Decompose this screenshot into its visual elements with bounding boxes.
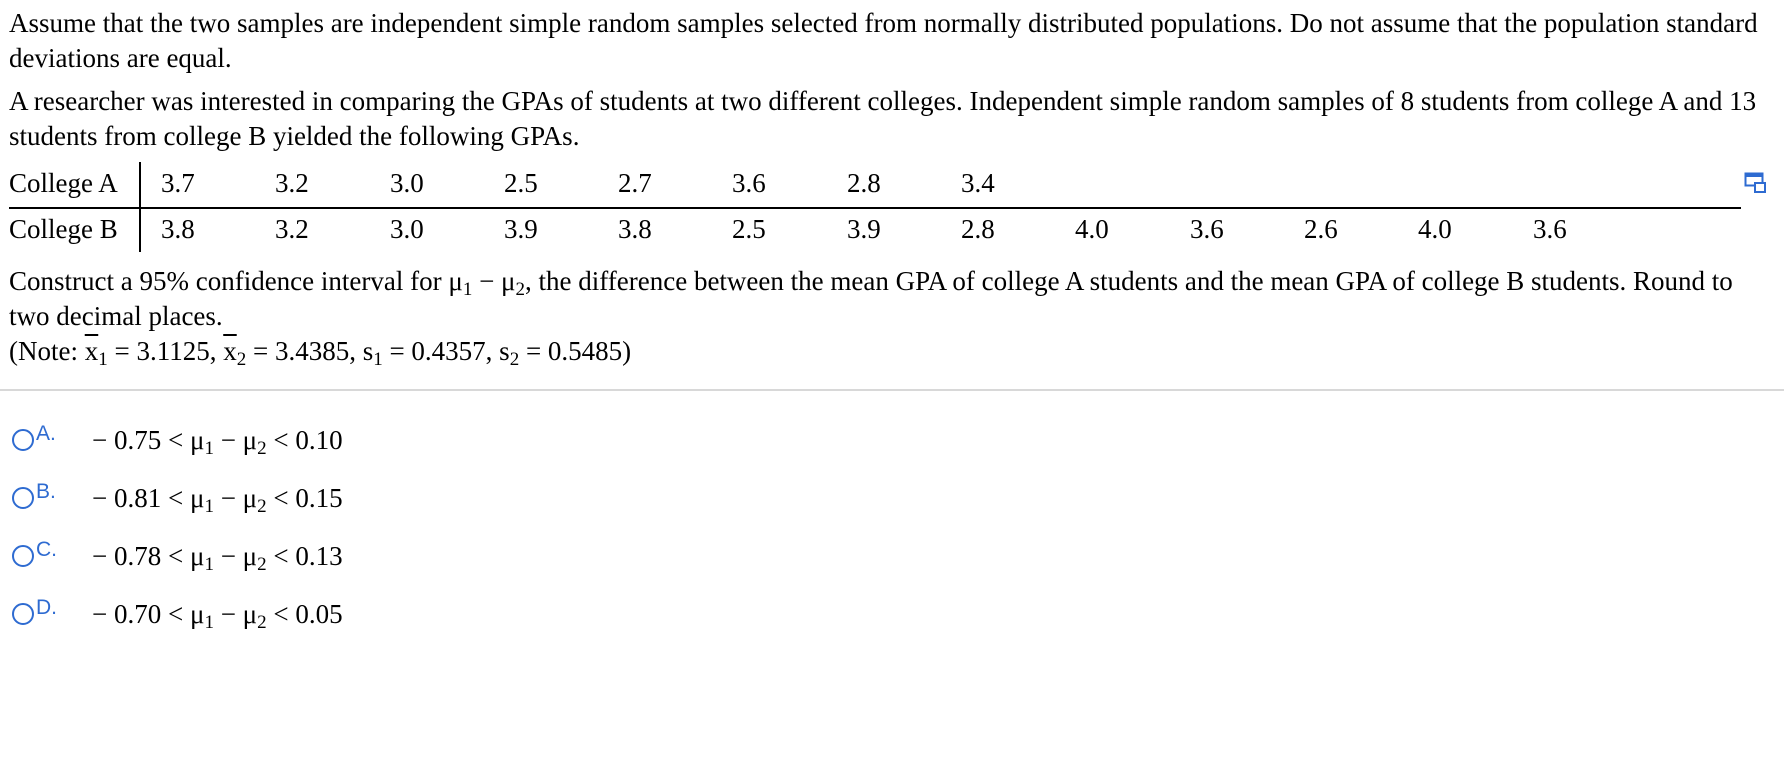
choice-letter: B. bbox=[36, 480, 56, 503]
subscript: 2 bbox=[257, 438, 267, 459]
table-cell: 2.6 bbox=[1304, 214, 1338, 244]
table-cell: 3.9 bbox=[504, 214, 538, 244]
radio-icon[interactable] bbox=[12, 487, 34, 509]
gpa-data-table bbox=[9, 162, 1769, 254]
choice-mid: − μ bbox=[213, 483, 258, 513]
choice-a[interactable] bbox=[12, 421, 812, 479]
table-cell: 2.7 bbox=[618, 168, 652, 198]
table-cell: 3.8 bbox=[618, 214, 652, 244]
subscript: 1 bbox=[204, 438, 214, 459]
table-cell: 2.5 bbox=[504, 168, 538, 198]
table-cell: 3.9 bbox=[847, 214, 881, 244]
xbar-symbol: $\overline{x}$ bbox=[223, 336, 237, 366]
radio-icon[interactable] bbox=[12, 545, 34, 567]
table-cell: 4.0 bbox=[1418, 214, 1452, 244]
choice-text bbox=[92, 421, 343, 459]
choice-lower: − 0.78 < μ bbox=[92, 541, 205, 571]
table-cell: 3.8 bbox=[161, 214, 195, 244]
table-cell: 3.4 bbox=[961, 168, 995, 198]
choice-b[interactable] bbox=[12, 479, 812, 537]
subscript: 2 bbox=[236, 349, 247, 370]
question-instruction bbox=[9, 264, 1769, 334]
choice-upper: < 0.13 bbox=[266, 541, 343, 571]
row-label-college-a: College A bbox=[9, 168, 118, 198]
subscript: 1 bbox=[462, 279, 473, 300]
note-x2-value: = 3.4385, s bbox=[246, 336, 374, 366]
choice-text bbox=[92, 595, 343, 633]
note-s2-value: = 0.5485) bbox=[519, 336, 632, 366]
question-scenario: A researcher was interested in comparing the GPAs of students at two different colleges. Independent simple random samples of 8 students from college A and 13 students from college B yielded the following GPAs. bbox=[9, 86, 1757, 151]
instruction-text-rest: , the difference between the mean GPA of college A students and the mean GPA of college B students. Round to two decimal places. bbox=[9, 266, 1733, 331]
choice-lower: − 0.75 < μ bbox=[92, 425, 205, 455]
table-cell: 3.0 bbox=[390, 214, 424, 244]
choice-text bbox=[92, 537, 343, 575]
answer-choices bbox=[12, 421, 812, 653]
instruction-minus: − μ bbox=[472, 266, 516, 296]
copy-icon[interactable] bbox=[1744, 172, 1768, 194]
subscript: 2 bbox=[509, 349, 520, 370]
subscript: 2 bbox=[257, 554, 267, 575]
table-cell: 3.2 bbox=[275, 168, 309, 198]
table-cell: 3.6 bbox=[1190, 214, 1224, 244]
table-row-college-b bbox=[9, 208, 1749, 252]
section-divider bbox=[0, 389, 1784, 391]
choice-lower: − 0.70 < μ bbox=[92, 599, 205, 629]
subscript: 1 bbox=[204, 554, 214, 575]
table-cell: 3.0 bbox=[390, 168, 424, 198]
subscript: 1 bbox=[373, 349, 383, 370]
question-note bbox=[9, 334, 1769, 369]
table-cell: 2.8 bbox=[847, 168, 881, 198]
table-cell: 3.6 bbox=[1533, 214, 1567, 244]
row-label-college-b: College B bbox=[9, 214, 118, 244]
subscript: 2 bbox=[257, 612, 267, 633]
table-cell: 3.7 bbox=[161, 168, 195, 198]
question-intro: Assume that the two samples are independent simple random samples selected from normally distributed populations. Do not assume that the population standard deviations are equal. bbox=[9, 8, 1758, 73]
table-cell: 3.6 bbox=[732, 168, 766, 198]
subscript: 1 bbox=[98, 349, 108, 370]
instruction-text: Construct a 95% confidence interval for μ bbox=[9, 266, 463, 296]
choice-letter: A. bbox=[36, 422, 56, 445]
table-cell: 3.2 bbox=[275, 214, 309, 244]
choice-lower: − 0.81 < μ bbox=[92, 483, 205, 513]
choice-d[interactable] bbox=[12, 595, 812, 653]
note-x1-value: = 3.1125, bbox=[107, 336, 224, 366]
note-s1-value: = 0.4357, s bbox=[382, 336, 510, 366]
choice-mid: − μ bbox=[213, 599, 258, 629]
table-cell: 2.8 bbox=[961, 214, 995, 244]
table-cell: 4.0 bbox=[1075, 214, 1109, 244]
table-row-college-a bbox=[9, 162, 1749, 206]
table-horizontal-divider bbox=[9, 207, 1741, 209]
choice-mid: − μ bbox=[213, 541, 258, 571]
choice-letter: D. bbox=[36, 596, 57, 619]
subscript: 1 bbox=[204, 496, 214, 517]
radio-icon[interactable] bbox=[12, 429, 34, 451]
subscript: 2 bbox=[515, 279, 526, 300]
note-open: (Note: bbox=[9, 336, 85, 366]
choice-letter: C. bbox=[36, 538, 57, 561]
question-stem bbox=[9, 6, 1769, 369]
xbar-symbol: $\overline{x}$ bbox=[84, 336, 99, 366]
table-cell: 2.5 bbox=[732, 214, 766, 244]
choice-upper: < 0.05 bbox=[266, 599, 343, 629]
choice-upper: < 0.10 bbox=[266, 425, 343, 455]
radio-icon[interactable] bbox=[12, 603, 34, 625]
subscript: 1 bbox=[204, 612, 214, 633]
subscript: 2 bbox=[257, 496, 267, 517]
choice-text bbox=[92, 479, 343, 517]
choice-c[interactable] bbox=[12, 537, 812, 595]
choice-upper: < 0.15 bbox=[266, 483, 343, 513]
choice-mid: − μ bbox=[213, 425, 258, 455]
